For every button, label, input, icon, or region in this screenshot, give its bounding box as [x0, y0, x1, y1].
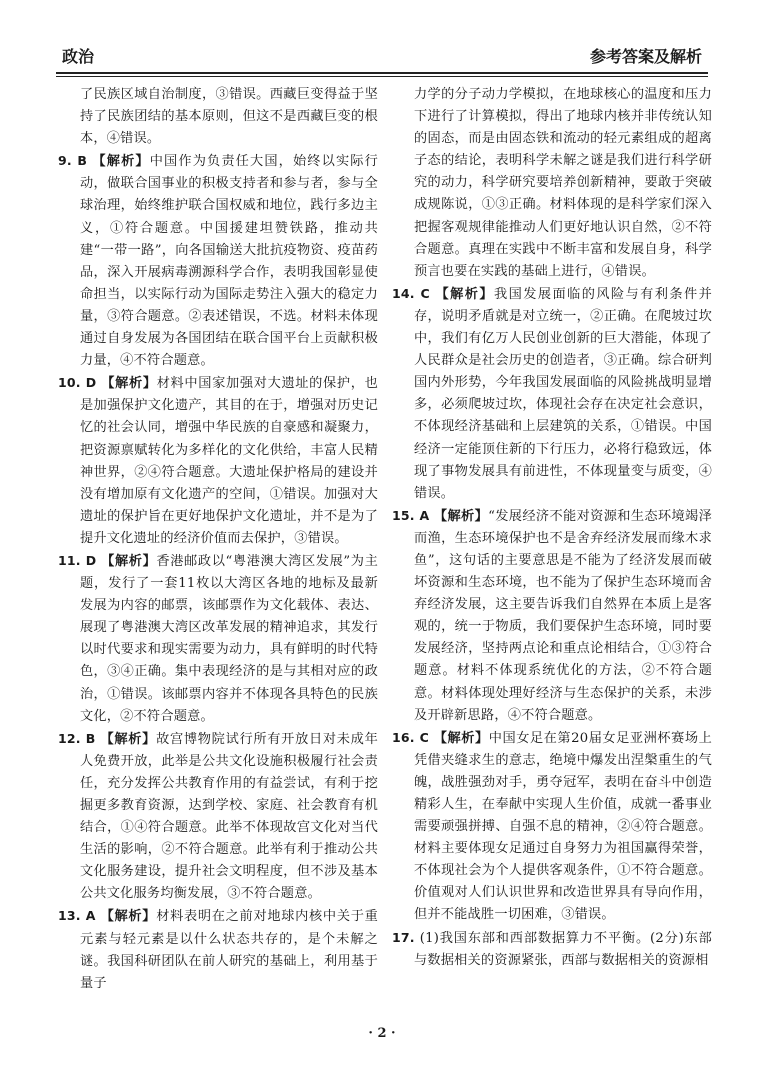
- header-rule-thin: [56, 76, 708, 77]
- answer-text: (1)我国东部和西部数据算力不平衡。(2分)东部与数据相关的资源紧张，西部与数据相关的资源相: [414, 930, 712, 968]
- answer-text: 材料中国家加强对大遗址的保护，也是加强保护文化遗产，其目的在于，增强对历史记忆的社会认同，增强中华民族的自豪感和凝聚力，把资源禀赋转化为多样化的文化供给，丰富人民精神世界，②④符合题意。大遗址保护格局的建设并没有增加原有文化遗产的空间，①错误。加强对大遗址的保护旨在更好地保护文化遗址，并不是为了提升文化遗址的经济价值而去保护，③错误。: [80, 376, 378, 546]
- answer-item: [58, 372, 378, 550]
- analysis-tag: 【解析】: [100, 731, 157, 747]
- question-number: 9. B: [58, 153, 88, 169]
- page-header: [56, 44, 708, 74]
- answer-item: [392, 505, 712, 727]
- answer-text: 我国发展面临的风险与有利条件并存，说明矛盾就是对立统一，②正确。在爬坡过坎中，我们有亿万人民创业创新的巨大潜能，体现了人民群众是社会历史的创造者，③正确。综合研判国内外形势，今年我国发展面临的风险挑战明显增多，必须爬坡过坎，体现社会存在决定社会意识，不体现经济基础和上层建筑的关系，①错误。中国经济一定能顶住新的下行压力，必将行稳致远，体现了事物发展具有前进性，不体现量变与质变，④错误。: [414, 286, 712, 501]
- header-rule-thick: [56, 72, 708, 74]
- question-number: 13. A: [58, 908, 96, 924]
- question-number: 12. B: [58, 730, 96, 746]
- answer-text: 香港邮政以“粤港澳大湾区发展”为主题，发行了一套11枚以大湾区各地的地标及最新发展为内容的邮票，该邮票作为文化载体、表达、展现了粤港澳大湾区改革发展的精神追求，其发行以时代要求和现实需要为动力，具有鲜明的时代特色，③④正确。集中表现经济的是与其相对应的政治，①错误。该邮票内容并不体现各具特色的民族文化，②不符合题意。: [80, 553, 378, 724]
- left-column: [58, 84, 378, 995]
- question-number: 17.: [392, 929, 415, 945]
- analysis-tag: 【解析】: [92, 154, 150, 170]
- answer-text: “发展经济不能对资源和生态环境竭泽而渔，生态环境保护也不是舍弃经济发展而缘木求鱼”，这句话的主要意思是不能为了经济发展而破坏资源和生态环境，也不能为了保护生态环境而舍弃经济发展，这主要告诉我们自然界在本质上是客观的，统一于物质，我们要保护生态环境，同时要发展经济，坚持两点论和重点论相结合，①③符合题意。材料不体现系统优化的方法，②不符合题意。材料体现处理好经济与生态保护的关系，未涉及开辟新思路，④不符合题意。: [414, 508, 712, 723]
- answer-text: 力学的分子动力学模拟，在地球核心的温度和压力下进行了计算模拟，得出了地球内核并非传统认知的固态，而是由固态铁和流动的轻元素组成的超离子态的结论，表明科学未解之谜是我们进行科学研究的动力，科学研究要培养创新精神，要敢于突破成规陈说，①③正确。材料体现的是科学家们深入把握客观规律能推动人们更好地认识自然，②不符合题意。真理在实践中不断丰富和发展自身，科学预言也要在实践的基础上进行，④错误。: [414, 87, 712, 279]
- answer-item: [58, 905, 378, 994]
- question-number: 16. C: [392, 729, 430, 745]
- analysis-tag: 【解析】: [101, 376, 157, 392]
- answer-item: [392, 283, 712, 505]
- right-column: [392, 84, 712, 972]
- answer-text: 中国女足在第20届女足亚洲杯赛场上凭借夹缝求生的意志，绝境中爆发出涅槃重生的气魄，战胜强劲对手，勇夺冠军，表明在奋斗中创造精彩人生，在奉献中实现人生价值，成就一番事业需要顽强拼搏、自强不息的精神，②④符合题意。材料主要体现女足通过自身努力为祖国赢得荣誉，不体现社会为个人提供客观条件，①不符合题意。价值观对人们认识世界和改造世界具有导向作用，但并不能战胜一切困难，③错误。: [414, 730, 712, 923]
- subject-title: 政治: [62, 47, 95, 66]
- answer-item: [58, 728, 378, 906]
- page-number: · 2 ·: [368, 1026, 396, 1041]
- analysis-tag: 【解析】: [435, 286, 494, 302]
- answer-item: [392, 927, 712, 972]
- question-number: 11. D: [58, 552, 97, 568]
- answer-item: [392, 84, 712, 283]
- answer-text: 中国作为负责任大国，始终以实际行动，做联合国事业的积极支持者和参与者，参与全球治理，始终维护联合国权威和地位，践行多边主义，①符合题意。中国援建坦赞铁路，推动共建“一带一路”，向各国输送大批抗疫物资、疫苗药品，深入开展病毒溯源科学合作，表明我国彰显使命担当，以实际行动为国际走势注入强大的稳定力量，③符合题意。②表述错误，不选。材料未体现通过自身发展为各国团结在联合国平台上贡献积极力量，④不符合题意。: [80, 154, 378, 369]
- analysis-tag: 【解析】: [433, 508, 489, 524]
- question-number: 10. D: [58, 375, 97, 391]
- question-number: 15. A: [392, 507, 430, 523]
- question-number: 14. C: [392, 285, 430, 301]
- answer-text: 了民族区域自治制度，③错误。西藏巨变得益于坚持了民族团结的基本原则，但这不是西藏巨变的根本，④错误。: [80, 87, 378, 147]
- analysis-tag: 【解析】: [100, 909, 157, 925]
- answer-text: 材料表明在之前对地球内核中关于重元素与轻元素是以什么状态共存的，是个未解之谜。我国科研团队在前人研究的基础上，利用基于量子: [80, 909, 378, 991]
- analysis-tag: 【解析】: [101, 553, 157, 569]
- analysis-tag: 【解析】: [433, 730, 489, 746]
- answer-item: [392, 727, 712, 927]
- section-title: 参考答案及解析: [589, 47, 702, 66]
- answer-item: [58, 150, 378, 372]
- answer-text: 故宫博物院试行所有开放日对未成年人免费开放，此举是公共文化设施积极履行社会责任，充分发挥公共教育作用的有益尝试，有利于挖掘更多教育资源，达到学校、家庭、社会教育有机结合，①④符合题意。此举不体现故宫文化对当代生活的影响，②不符合题意。此举有利于推动公共文化服务建设，提升社会文明程度，但不涉及基本公共文化服务均衡发展，③不符合题意。: [80, 731, 378, 902]
- answer-item: [58, 84, 378, 150]
- answer-item: [58, 550, 378, 728]
